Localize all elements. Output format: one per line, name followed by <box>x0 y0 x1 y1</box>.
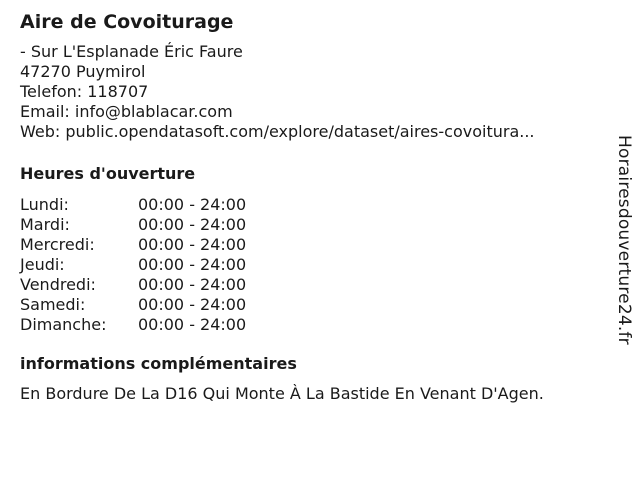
hours-row-wednesday <box>20 235 246 255</box>
day-name: Samedi: <box>20 295 86 314</box>
day-time: 00:00 - 24:00 <box>138 195 247 214</box>
day-time: 00:00 - 24:00 <box>138 295 247 314</box>
day-time: 00:00 - 24:00 <box>138 215 247 234</box>
info-heading: informations complémentaires <box>20 354 297 373</box>
day-time: 00:00 - 24:00 <box>138 235 247 254</box>
day-name: Mercredi: <box>20 235 95 254</box>
email-link[interactable]: info@blablacar.com <box>74 102 233 121</box>
hours-heading: Heures d'ouverture <box>20 164 196 183</box>
hours-row-friday <box>20 275 246 295</box>
day-name: Vendredi: <box>20 275 96 294</box>
day-name: Lundi: <box>20 195 69 214</box>
email-line <box>20 102 610 122</box>
phone-link[interactable]: 118707 <box>87 82 149 101</box>
street-address: - Sur L'Esplanade Éric Faure <box>20 42 243 61</box>
day-name: Dimanche: <box>20 315 107 334</box>
hours-row-tuesday <box>20 215 246 235</box>
day-time: 00:00 - 24:00 <box>138 255 247 274</box>
hours-row-saturday <box>20 295 246 315</box>
phone-line <box>20 82 610 102</box>
hours-row-sunday <box>20 315 246 335</box>
day-time: 00:00 - 24:00 <box>138 315 247 334</box>
place-card <box>20 10 610 403</box>
day-name: Jeudi: <box>20 255 65 274</box>
day-name: Mardi: <box>20 215 70 234</box>
email-label: Email: <box>20 102 70 121</box>
brand-watermark: Horairesdouverture24.fr <box>614 135 634 345</box>
info-text: En Bordure De La D16 Qui Monte À La Bastide En Venant D'Agen. <box>20 384 544 403</box>
place-title: Aire de Covoiturage <box>20 11 234 33</box>
hours-row-thursday <box>20 255 246 275</box>
web-link[interactable]: public.opendatasoft.com/explore/dataset/aires-covoitura... <box>65 122 535 141</box>
city-address: 47270 Puymirol <box>20 62 146 81</box>
day-time: 00:00 - 24:00 <box>138 275 247 294</box>
hours-row-monday <box>20 195 246 215</box>
hours-table <box>20 195 246 335</box>
phone-label: Telefon: <box>20 82 83 101</box>
web-label: Web: <box>20 122 61 141</box>
web-line <box>20 122 610 142</box>
